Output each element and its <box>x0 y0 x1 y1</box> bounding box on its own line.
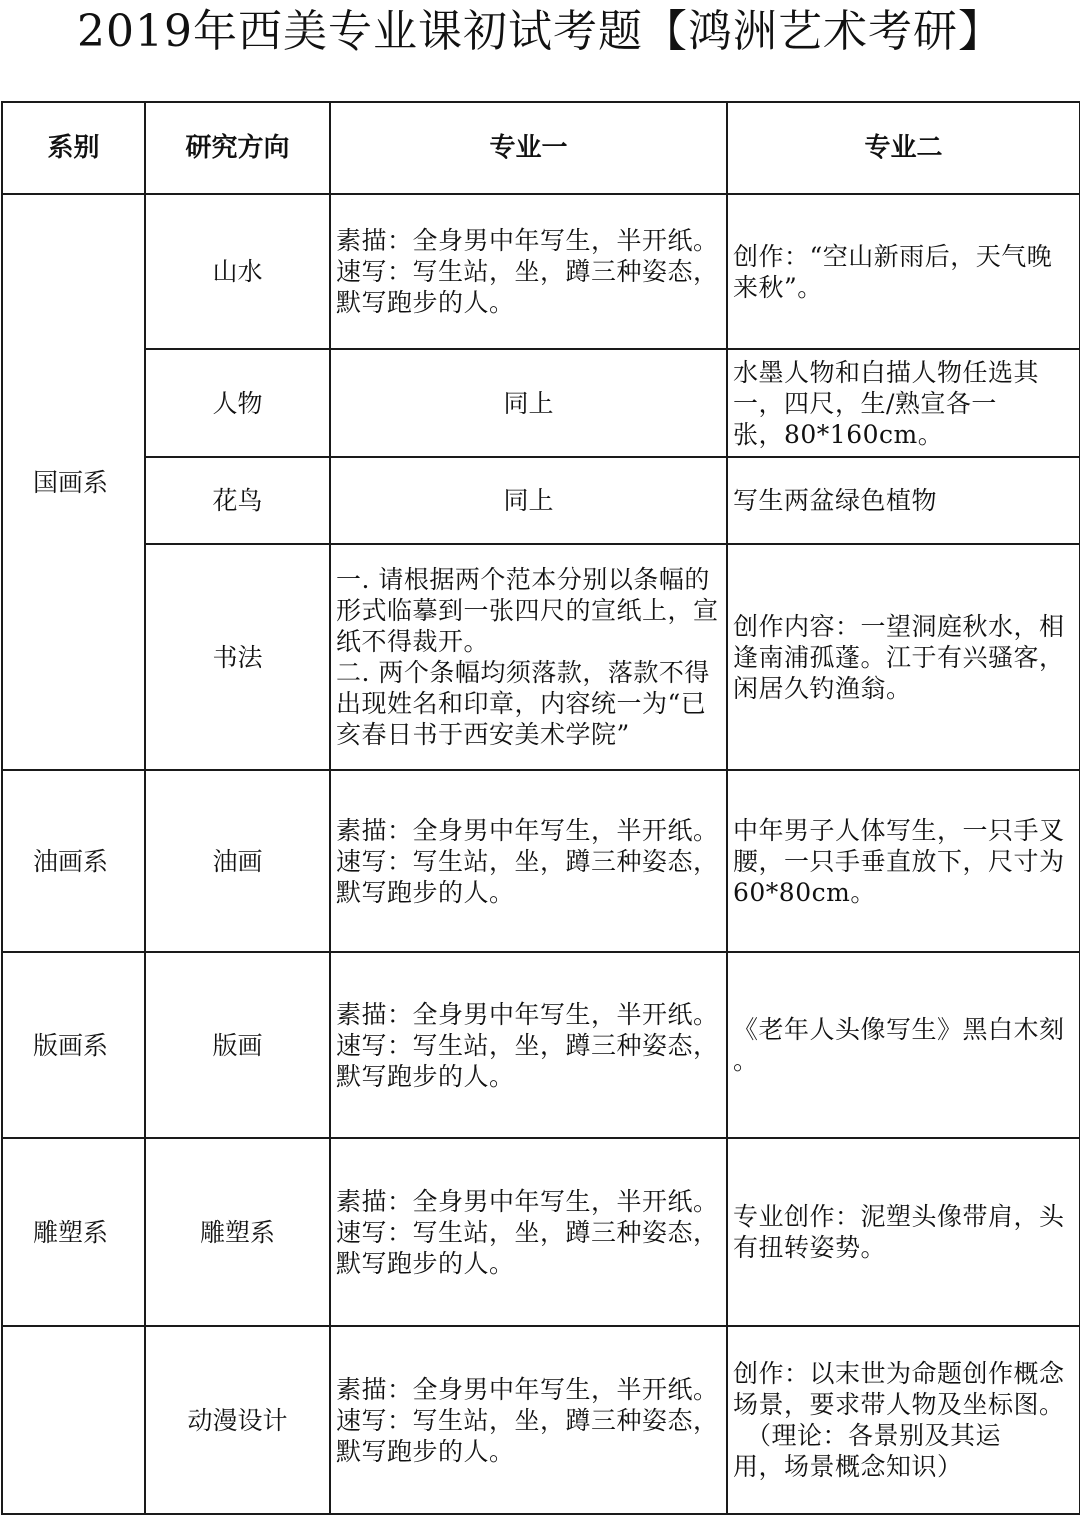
direction-cell: 山水 <box>145 194 330 349</box>
table-row <box>2 1138 1080 1326</box>
dept-cell: 国画系 <box>2 194 145 770</box>
subject-two-cell: 创作：“空山新雨后，天气晚 来秋”。 <box>727 194 1080 349</box>
table-row <box>2 544 1080 770</box>
direction-cell: 雕塑系 <box>145 1138 330 1326</box>
subject-one-cell: 一. 请根据两个范本分别以条幅的 形式临摹到一张四尺的宣纸上，宣 纸不得裁开。 二. 两个条幅均须落款，落款不得 出现姓名和印章，内容统一为“已 亥春日书于西安美术学院” <box>330 544 727 770</box>
direction-cell: 油画 <box>145 770 330 952</box>
direction-cell: 动漫设计 <box>145 1326 330 1514</box>
direction-cell: 人物 <box>145 349 330 457</box>
subject-one-cell: 同上 <box>330 349 727 457</box>
subject-two-cell: 写生两盆绿色植物 <box>727 457 1080 544</box>
subject-one-cell: 素描：全身男中年写生，半开纸。 速写：写生站，坐，蹲三种姿态， 默写跑步的人。 <box>330 952 727 1138</box>
table-row <box>2 457 1080 544</box>
direction-cell: 花鸟 <box>145 457 330 544</box>
header-direction: 研究方向 <box>145 102 330 194</box>
subject-two-cell: 专业创作：泥塑头像带肩，头 有扭转姿势。 <box>727 1138 1080 1326</box>
subject-two-cell: 创作内容：一望洞庭秋水，相 逢南浦孤蓬。江于有兴骚客， 闲居久钓渔翁。 <box>727 544 1080 770</box>
dept-cell <box>2 1326 145 1514</box>
subject-one-cell: 素描：全身男中年写生，半开纸。 速写：写生站，坐，蹲三种姿态， 默写跑步的人。 <box>330 194 727 349</box>
exam-table <box>1 101 1080 1515</box>
subject-two-cell: 《老年人头像写生》黑白木刻 。 <box>727 952 1080 1138</box>
direction-cell: 版画 <box>145 952 330 1138</box>
table-row <box>2 349 1080 457</box>
table-row <box>2 194 1080 349</box>
subject-two-cell: 创作：以末世为命题创作概念 场景，要求带人物及坐标图。 （理论：各景别及其运 用，场景概念知识） <box>727 1326 1080 1514</box>
dept-cell: 油画系 <box>2 770 145 952</box>
header-subject-two: 专业二 <box>727 102 1080 194</box>
subject-two-cell: 水墨人物和白描人物任选其 一，四尺，生/熟宣各一 张，80*160cm。 <box>727 349 1080 457</box>
dept-cell: 雕塑系 <box>2 1138 145 1326</box>
dept-cell: 版画系 <box>2 952 145 1138</box>
table-row <box>2 1326 1080 1514</box>
subject-two-cell: 中年男子人体写生，一只手叉 腰，一只手垂直放下，尺寸为 60*80cm。 <box>727 770 1080 952</box>
document-title: 2019年西美专业课初试考题【鸿洲艺术考研】 <box>77 6 1003 57</box>
header-department: 系别 <box>2 102 145 194</box>
table-header-row <box>2 102 1080 194</box>
table-row <box>2 952 1080 1138</box>
direction-cell: 书法 <box>145 544 330 770</box>
subject-one-cell: 素描：全身男中年写生，半开纸。 速写：写生站，坐，蹲三种姿态， 默写跑步的人。 <box>330 1326 727 1514</box>
header-subject-one: 专业一 <box>330 102 727 194</box>
table-row <box>2 770 1080 952</box>
subject-one-cell: 同上 <box>330 457 727 544</box>
subject-one-cell: 素描：全身男中年写生，半开纸。 速写：写生站，坐，蹲三种姿态， 默写跑步的人。 <box>330 1138 727 1326</box>
subject-one-cell: 素描：全身男中年写生，半开纸。 速写：写生站，坐，蹲三种姿态， 默写跑步的人。 <box>330 770 727 952</box>
